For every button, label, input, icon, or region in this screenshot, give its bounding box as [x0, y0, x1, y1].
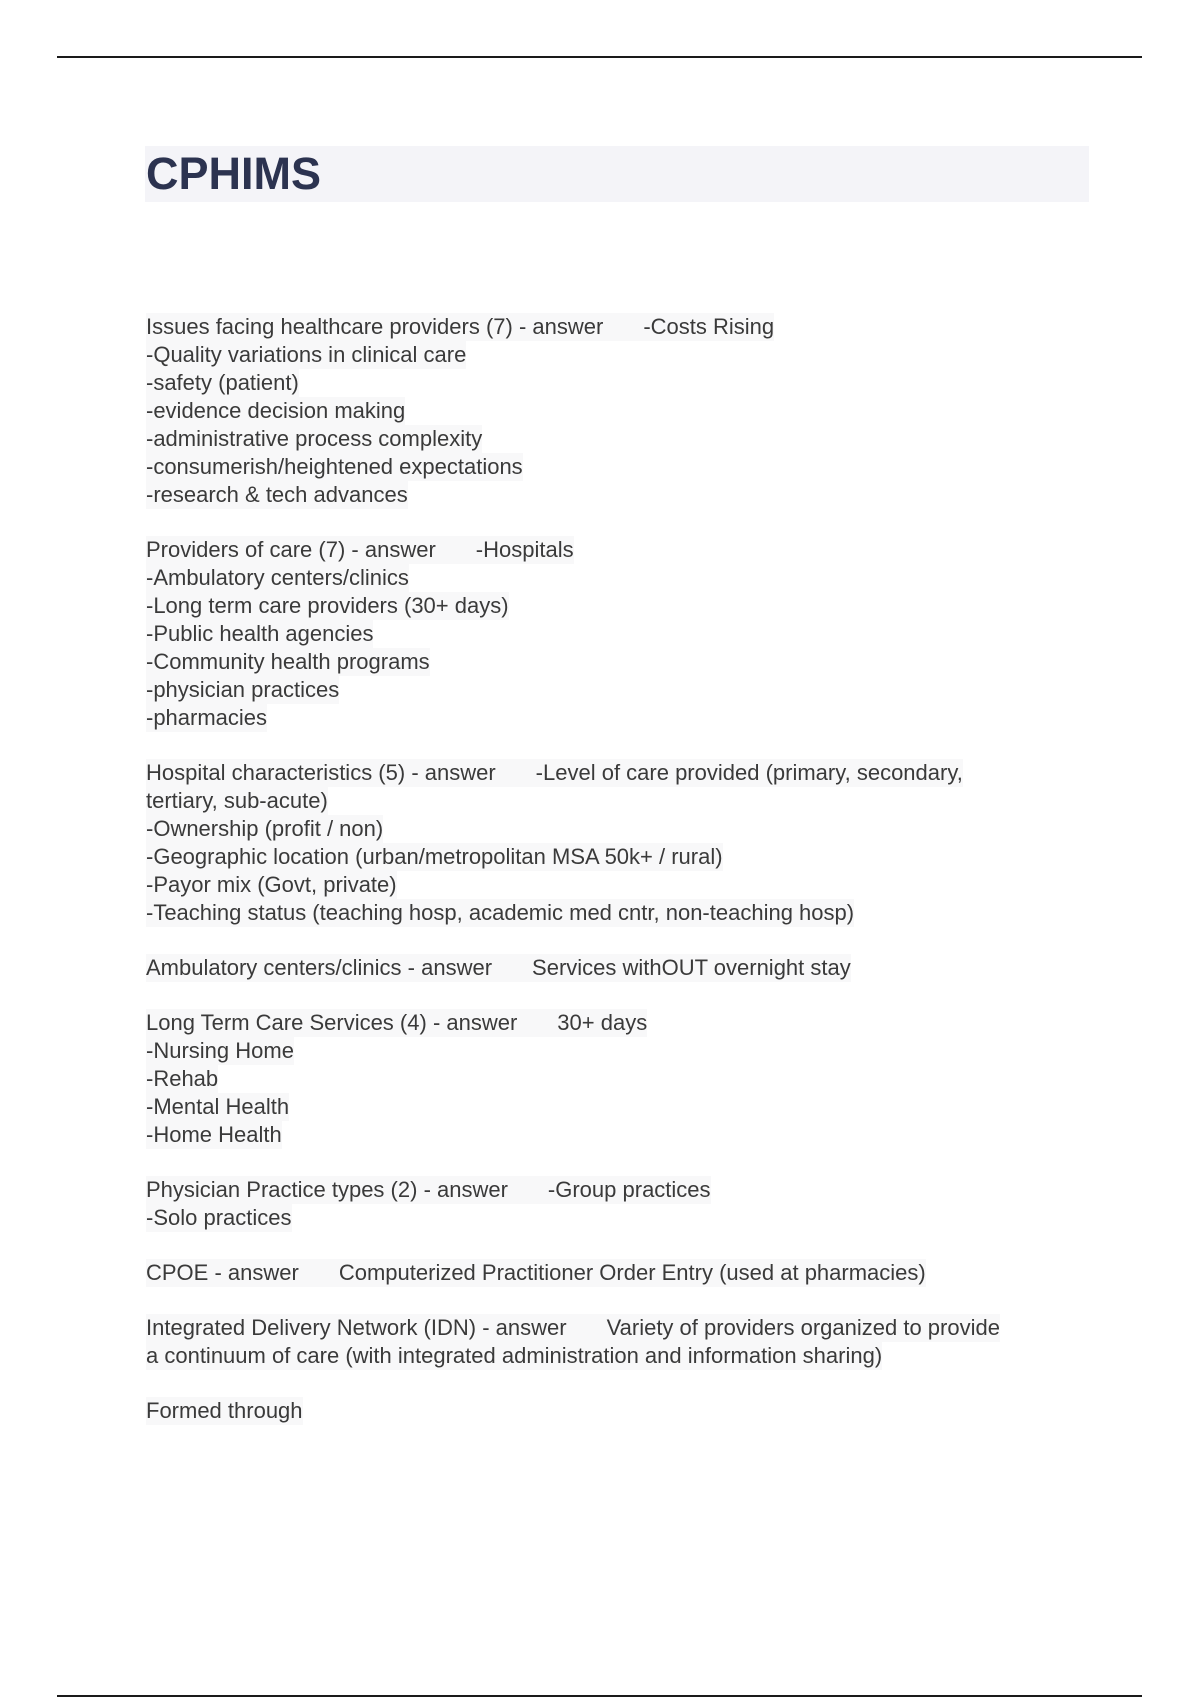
answer-line: -Teaching status (teaching hosp, academic med cntr, non-teaching hosp)	[146, 900, 855, 925]
page-title: CPHIMS	[146, 148, 322, 199]
answer-line: -safety (patient)	[146, 370, 299, 395]
answer-line: tertiary, sub-acute)	[146, 788, 328, 813]
answer-label: - answer	[482, 1315, 567, 1340]
answer-label: - answer	[518, 314, 604, 339]
entry-first-line	[146, 1176, 711, 1204]
entry-first-line	[146, 759, 963, 787]
footer-rule	[57, 1695, 1142, 1697]
answer-label: - answer	[351, 537, 436, 562]
entry-question: Ambulatory centers/clinics	[146, 955, 402, 980]
answer-line: -administrative process complexity	[146, 426, 483, 451]
flashcard-entry	[146, 1176, 1096, 1232]
answer-line: -Public health agencies	[146, 621, 374, 646]
answer-line: -evidence decision making	[146, 398, 406, 423]
entry-first-line	[146, 1397, 303, 1425]
entry-first-line	[146, 536, 574, 564]
entry-question: Physician Practice types (2)	[146, 1177, 418, 1202]
answer-line: -Long term care providers (30+ days)	[146, 593, 509, 618]
entry-question: Integrated Delivery Network (IDN)	[146, 1315, 477, 1340]
answer-line: -Costs Rising	[643, 314, 775, 339]
answer-label: - answer	[423, 1177, 508, 1202]
answer-line: -Mental Health	[146, 1094, 290, 1119]
flashcard-entry	[146, 1009, 1096, 1149]
flashcard-entry	[146, 313, 1096, 509]
answer-line: -consumerish/heightened expectations	[146, 454, 523, 479]
answer-line: -Group practices	[547, 1177, 711, 1202]
answer-line: -Nursing Home	[146, 1038, 294, 1063]
answer-label: - answer	[411, 760, 496, 785]
entry-first-line	[146, 954, 851, 982]
answer-line: -Community health programs	[146, 649, 430, 674]
answer-line: -Quality variations in clinical care	[146, 342, 467, 367]
answer-line: Variety of providers organized to provide	[606, 1315, 1000, 1340]
answer-line: Services withOUT overnight stay	[532, 955, 851, 980]
flashcard-entry	[146, 954, 1096, 982]
entry-first-line	[146, 313, 774, 341]
entry-first-line	[146, 1259, 926, 1287]
entry-question: Long Term Care Services (4)	[146, 1010, 427, 1035]
flashcard-entry	[146, 1397, 1096, 1425]
answer-line: -physician practices	[146, 677, 340, 702]
answer-label: - answer	[214, 1260, 299, 1285]
answer-line: -Hospitals	[475, 537, 574, 562]
answer-label: - answer	[407, 955, 493, 980]
answer-line: -Geographic location (urban/metropolitan MSA 50k+ / rural)	[146, 844, 723, 869]
flashcard-list	[146, 313, 1096, 1452]
answer-line: a continuum of care (with integrated administration and information sharing)	[146, 1343, 883, 1368]
entry-question: CPOE	[146, 1260, 209, 1285]
answer-line: -Solo practices	[146, 1205, 292, 1230]
answer-line: -Ownership (profit / non)	[146, 816, 384, 841]
entry-question: Hospital characteristics (5)	[146, 760, 406, 785]
entry-first-line	[146, 1009, 647, 1037]
answer-label: - answer	[432, 1010, 518, 1035]
flashcard-entry	[146, 1259, 1096, 1287]
answer-line: -Home Health	[146, 1122, 282, 1147]
answer-line: -research & tech advances	[146, 482, 408, 507]
entry-first-line	[146, 1314, 1000, 1342]
answer-line: -Level of care provided (primary, secondary,	[535, 760, 963, 785]
flashcard-entry	[146, 1314, 1096, 1370]
answer-line: -Rehab	[146, 1066, 219, 1091]
header-rule	[57, 56, 1142, 58]
entry-question: Formed through	[146, 1398, 303, 1423]
entry-question: Issues facing healthcare providers (7)	[146, 314, 513, 339]
flashcard-entry	[146, 759, 1096, 927]
answer-line: -Ambulatory centers/clinics	[146, 565, 409, 590]
flashcard-entry	[146, 536, 1096, 732]
answer-line: -Payor mix (Govt, private)	[146, 872, 397, 897]
entry-question: Providers of care (7)	[146, 537, 346, 562]
answer-line: -pharmacies	[146, 705, 268, 730]
answer-line: 30+ days	[557, 1010, 648, 1035]
answer-line: Computerized Practitioner Order Entry (used at pharmacies)	[338, 1260, 926, 1285]
